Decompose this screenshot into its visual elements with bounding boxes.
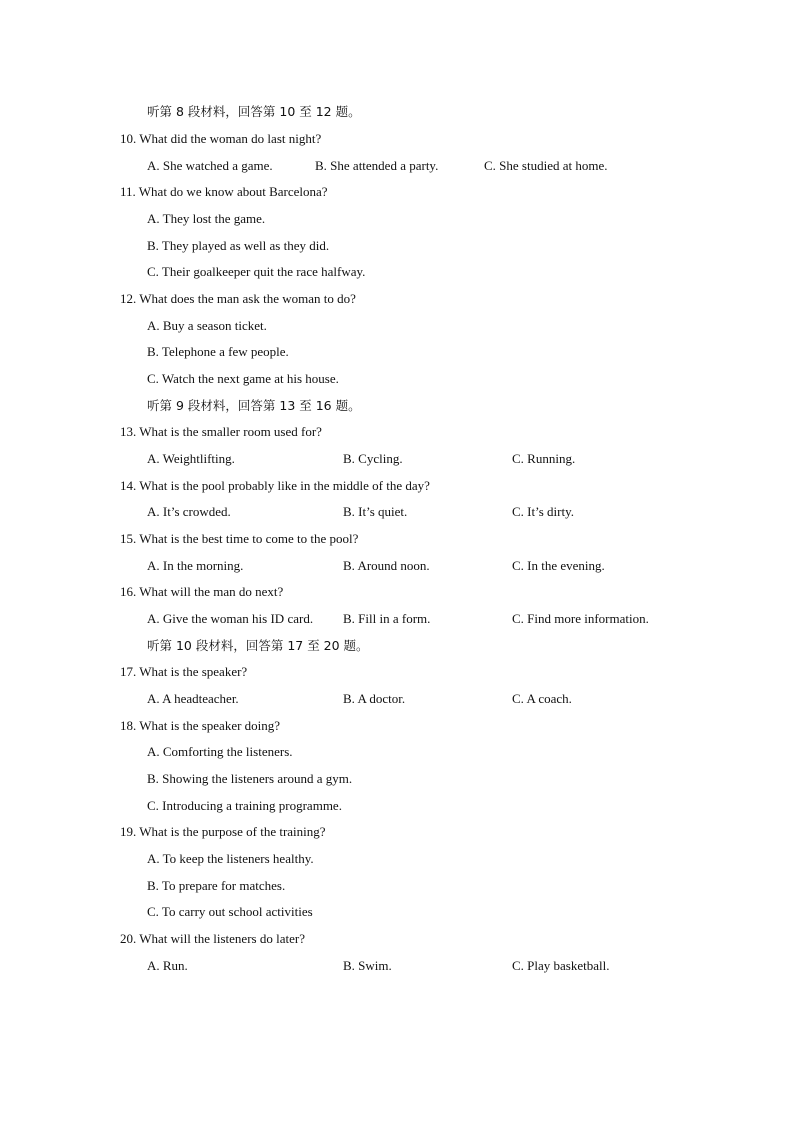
q13-option-a: A. Weightlifting. <box>147 451 235 466</box>
q16-option-c: C. Find more information. <box>512 611 649 626</box>
q11-option-a: A. They lost the game. <box>147 211 266 226</box>
question-10: 10. What did the woman do last night? <box>120 131 322 146</box>
section-heading-9: 听第 9 段材料，回答第 13 至 16 题。 <box>147 398 361 413</box>
q12-option-a: A. Buy a season ticket. <box>147 318 267 333</box>
question-11: 11. What do we know about Barcelona? <box>120 184 328 199</box>
q19-option-c: C. To carry out school activities <box>147 904 313 919</box>
q10-option-c: C. She studied at home. <box>484 158 608 173</box>
q13-option-b: B. Cycling. <box>343 451 403 466</box>
q20-option-b: B. Swim. <box>343 958 392 973</box>
q14-option-b: B. It’s quiet. <box>343 504 408 519</box>
q10-option-b: B. She attended a party. <box>315 158 439 173</box>
q13-option-c: C. Running. <box>512 451 576 466</box>
q20-option-a: A. Run. <box>147 958 188 973</box>
question-15: 15. What is the best time to come to the pool? <box>120 531 359 546</box>
q16-option-b: B. Fill in a form. <box>343 611 431 626</box>
q17-option-a: A. A headteacher. <box>147 691 239 706</box>
q20-option-c: C. Play basketball. <box>512 958 610 973</box>
section-heading-10: 听第 10 段材料，回答第 17 至 20 题。 <box>147 638 369 653</box>
q12-option-c: C. Watch the next game at his house. <box>147 371 339 386</box>
q10-option-a: A. She watched a game. <box>147 158 273 173</box>
question-19: 19. What is the purpose of the training? <box>120 824 326 839</box>
q15-option-c: C. In the evening. <box>512 558 605 573</box>
q14-option-c: C. It’s dirty. <box>512 504 574 519</box>
question-17: 17. What is the speaker? <box>120 664 248 679</box>
q15-option-a: A. In the morning. <box>147 558 244 573</box>
question-13: 13. What is the smaller room used for? <box>120 424 322 439</box>
q17-option-b: B. A doctor. <box>343 691 406 706</box>
q18-option-a: A. Comforting the listeners. <box>147 744 293 759</box>
question-14: 14. What is the pool probably like in the middle of the day? <box>120 478 430 493</box>
question-18: 18. What is the speaker doing? <box>120 718 281 733</box>
q15-option-b: B. Around noon. <box>343 558 430 573</box>
q17-option-c: C. A coach. <box>512 691 572 706</box>
q19-option-a: A. To keep the listeners healthy. <box>147 851 314 866</box>
question-12: 12. What does the man ask the woman to do? <box>120 291 356 306</box>
question-16: 16. What will the man do next? <box>120 584 284 599</box>
q19-option-b: B. To prepare for matches. <box>147 878 286 893</box>
question-20: 20. What will the listeners do later? <box>120 931 305 946</box>
q16-option-a: A. Give the woman his ID card. <box>147 611 314 626</box>
q18-option-b: B. Showing the listeners around a gym. <box>147 771 353 786</box>
q18-option-c: C. Introducing a training programme. <box>147 798 342 813</box>
q11-option-b: B. They played as well as they did. <box>147 238 330 253</box>
q14-option-a: A. It’s crowded. <box>147 504 231 519</box>
section-heading-8: 听第 8 段材料，回答第 10 至 12 题。 <box>147 104 361 119</box>
q12-option-b: B. Telephone a few people. <box>147 344 289 359</box>
q11-option-c: C. Their goalkeeper quit the race halfway. <box>147 264 366 279</box>
